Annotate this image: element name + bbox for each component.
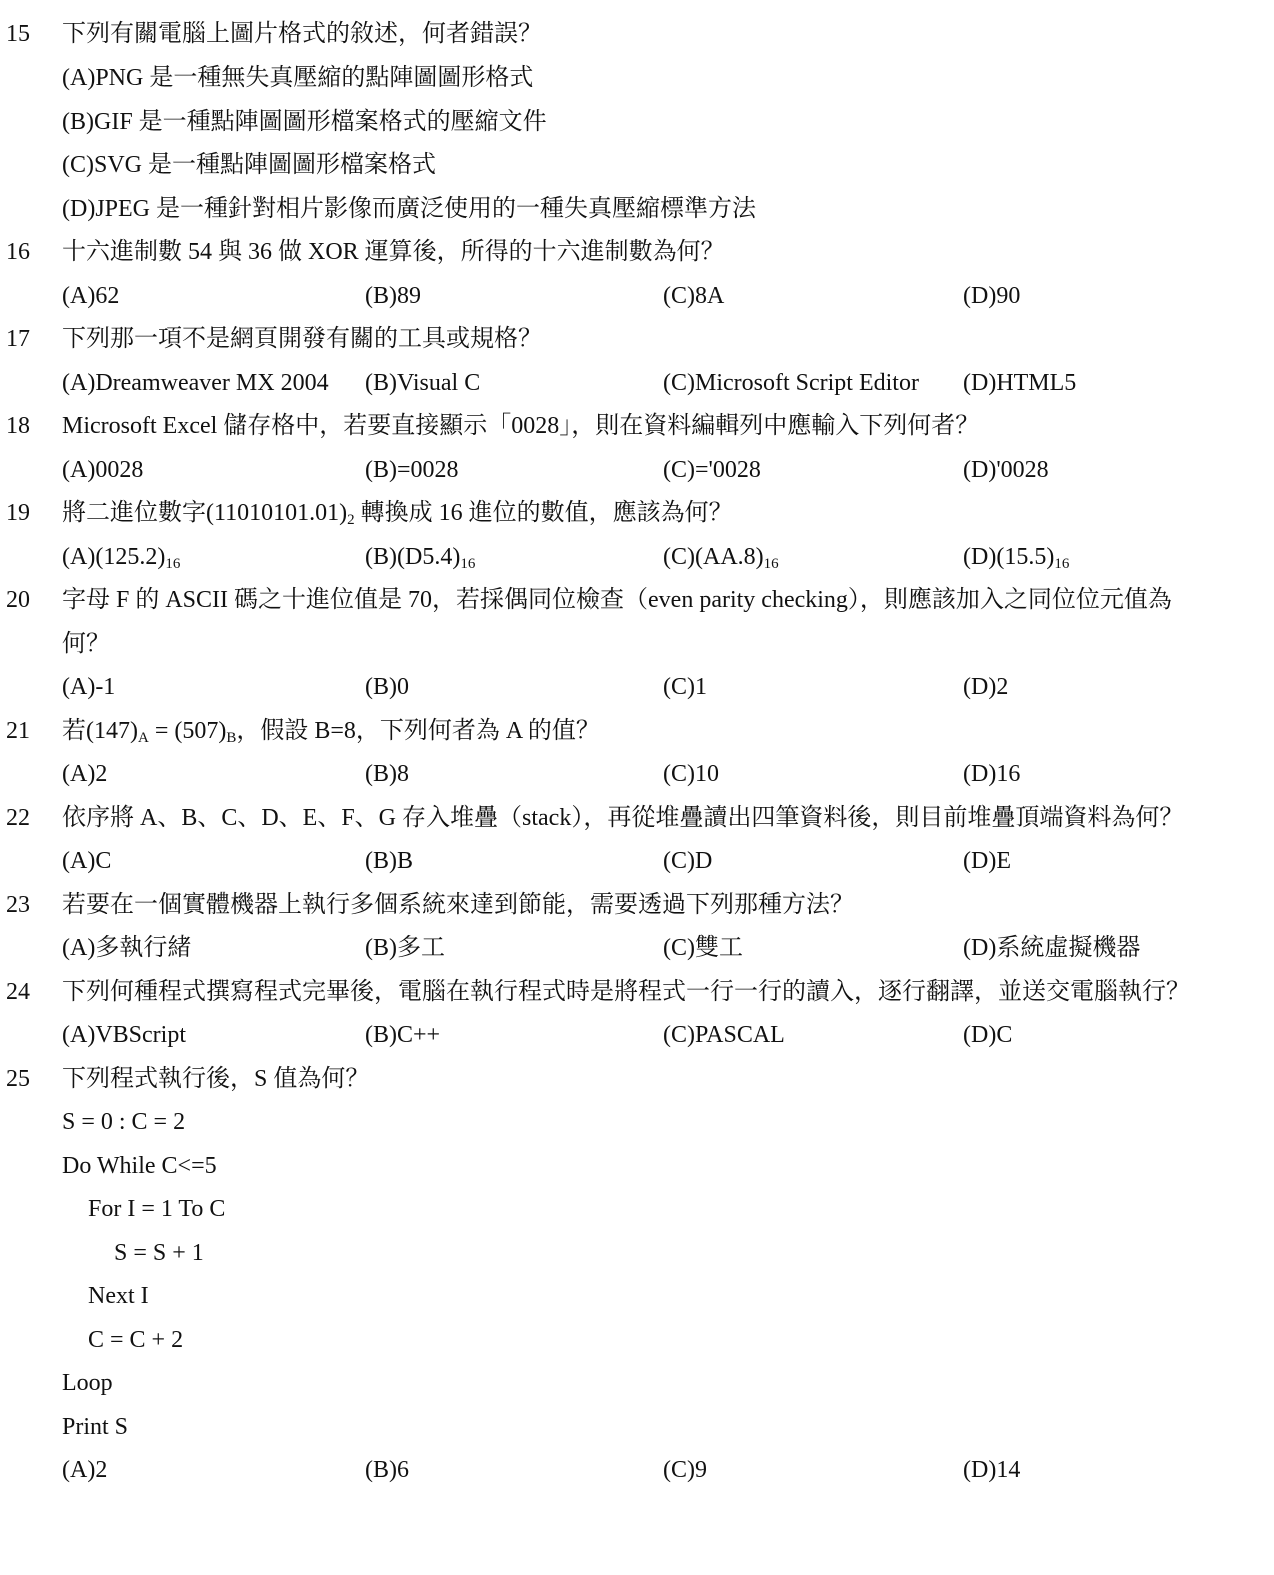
question-number: 24 bbox=[6, 979, 30, 1005]
question-24 bbox=[0, 970, 1274, 1014]
option-c: (C)Microsoft Script Editor bbox=[663, 370, 919, 396]
option-text: (AA.8) bbox=[695, 544, 764, 570]
option-c: (C)雙工 bbox=[663, 935, 743, 961]
option-d: (D)16 bbox=[963, 761, 1021, 787]
option-text: (125.2) bbox=[95, 544, 166, 570]
question-number: 16 bbox=[6, 239, 30, 265]
subscript: 16 bbox=[763, 556, 779, 572]
question-stem: 下列那一項不是網頁開發有關的工具或規格？ bbox=[62, 326, 542, 352]
option-a: (A)0028 bbox=[62, 457, 144, 483]
option-a: (A)C bbox=[62, 848, 112, 874]
option-line-a: (A)PNG 是一種無失真壓縮的點陣圖圖形格式 bbox=[62, 65, 534, 91]
question-stem: 下列程式執行後，S 值為何？ bbox=[62, 1066, 370, 1092]
option-b: (B)C++ bbox=[365, 1022, 441, 1048]
option-d: (D)90 bbox=[963, 283, 1021, 309]
option-d bbox=[963, 535, 1069, 579]
question-number: 19 bbox=[6, 500, 30, 526]
option-b: (B)B bbox=[365, 848, 413, 874]
question-22 bbox=[0, 796, 1274, 840]
question-stem: 下列何種程式撰寫程式完畢後，電腦在執行程式時是將程式一行一行的讀入，逐行翻譯，並送交電腦執行？ bbox=[62, 979, 1190, 1005]
option-text: (D5.4) bbox=[397, 544, 461, 570]
question-20 bbox=[0, 578, 1274, 622]
subscript: 16 bbox=[165, 556, 181, 572]
option-a: (A)VBScript bbox=[62, 1022, 186, 1048]
option-b: (B)89 bbox=[365, 283, 421, 309]
stem-text: 若(147) bbox=[62, 718, 138, 744]
code-line: S = S + 1 bbox=[114, 1240, 204, 1266]
subscript: 2 bbox=[347, 512, 355, 528]
subscript: A bbox=[137, 730, 149, 746]
code-line: Print S bbox=[62, 1414, 129, 1440]
code-line: S = 0 : C = 2 bbox=[62, 1109, 186, 1135]
option-a: (A)62 bbox=[62, 283, 120, 309]
question-stem: 字母 F 的 ASCII 碼之十進位值是 70，若採偶同位檢查（even parity checking），則應該加入之同位位元值為 bbox=[62, 587, 1172, 613]
option-d: (D)14 bbox=[963, 1457, 1021, 1483]
code-line: Do While C<=5 bbox=[62, 1153, 217, 1179]
question-stem: 十六進制數 54 與 36 做 XOR 運算後，所得的十六進制數為何？ bbox=[62, 239, 725, 265]
option-b bbox=[365, 535, 475, 579]
stem-text: ，假設 B=8，下列何者為 A 的值？ bbox=[236, 718, 600, 744]
code-line: Next I bbox=[88, 1283, 149, 1309]
stem-text: 轉換成 16 進位的數值，應該為何？ bbox=[354, 500, 733, 526]
question-number: 17 bbox=[6, 326, 30, 352]
question-number: 18 bbox=[6, 413, 30, 439]
option-b: (B)8 bbox=[365, 761, 409, 787]
option-label: (A) bbox=[62, 544, 96, 570]
option-a: (A)2 bbox=[62, 1457, 108, 1483]
option-label: (B) bbox=[365, 544, 397, 570]
question-17 bbox=[0, 317, 1274, 361]
question-number: 15 bbox=[6, 21, 30, 47]
question-25 bbox=[0, 1057, 1274, 1101]
question-stem: 若要在一個實體機器上執行多個系統來達到節能，需要透過下列那種方法？ bbox=[62, 892, 854, 918]
code-line: For I = 1 To C bbox=[88, 1196, 226, 1222]
option-c: (C)8A bbox=[663, 283, 725, 309]
option-c: (C)PASCAL bbox=[663, 1022, 785, 1048]
option-line-c: (C)SVG 是一種點陣圖圖形檔案格式 bbox=[62, 152, 437, 178]
code-line: Loop bbox=[62, 1370, 113, 1396]
option-d: (D)HTML5 bbox=[963, 370, 1077, 396]
option-label: (D) bbox=[963, 544, 997, 570]
option-c: (C)9 bbox=[663, 1457, 707, 1483]
question-23 bbox=[0, 883, 1274, 927]
question-stem: Microsoft Excel 儲存格中，若要直接顯示「0028」，則在資料編輯列中應輸入下列何者？ bbox=[62, 413, 980, 439]
option-b: (B)多工 bbox=[365, 935, 445, 961]
option-d: (D)C bbox=[963, 1022, 1013, 1048]
option-a: (A)Dreamweaver MX 2004 bbox=[62, 370, 329, 396]
stem-text: 將二進位數字(11010101.01) bbox=[62, 500, 348, 526]
question-number: 20 bbox=[6, 587, 30, 613]
option-a: (A)2 bbox=[62, 761, 108, 787]
subscript: 16 bbox=[1054, 556, 1070, 572]
question-stem bbox=[62, 709, 600, 760]
question-19 bbox=[0, 491, 1274, 535]
option-label: (C) bbox=[663, 544, 695, 570]
question-16 bbox=[0, 230, 1274, 274]
option-a bbox=[62, 535, 180, 579]
option-a: (A)多執行緒 bbox=[62, 935, 192, 961]
option-d: (D)E bbox=[963, 848, 1011, 874]
question-stem: 依序將 A、B、C、D、E、F、G 存入堆疊（stack），再從堆疊讀出四筆資料後，則目前堆疊頂端資料為何？ bbox=[62, 805, 1184, 831]
option-c: (C)10 bbox=[663, 761, 719, 787]
stem-text: = (507) bbox=[148, 718, 227, 744]
option-line-d: (D)JPEG 是一種針對相片影像而廣泛使用的一種失真壓縮標準方法 bbox=[62, 196, 756, 222]
question-15 bbox=[0, 12, 1274, 56]
option-b: (B)Visual C bbox=[365, 370, 481, 396]
option-b: (B)0 bbox=[365, 674, 409, 700]
question-stem: 下列有關電腦上圖片格式的敘述，何者錯誤？ bbox=[62, 21, 542, 47]
subscript: 16 bbox=[460, 556, 476, 572]
option-line-b: (B)GIF 是一種點陣圖圖形檔案格式的壓縮文件 bbox=[62, 109, 547, 135]
subscript: B bbox=[226, 730, 237, 746]
option-c: (C)1 bbox=[663, 674, 707, 700]
question-number: 23 bbox=[6, 892, 30, 918]
option-text: (15.5) bbox=[996, 544, 1055, 570]
question-18 bbox=[0, 404, 1274, 448]
question-number: 22 bbox=[6, 805, 30, 831]
question-21 bbox=[0, 709, 1274, 753]
question-number: 21 bbox=[6, 718, 30, 744]
option-c: (C)D bbox=[663, 848, 713, 874]
option-d: (D)系統虛擬機器 bbox=[963, 935, 1141, 961]
option-d: (D)'0028 bbox=[963, 457, 1049, 483]
option-a: (A)-1 bbox=[62, 674, 116, 700]
option-b: (B)=0028 bbox=[365, 457, 459, 483]
option-d: (D)2 bbox=[963, 674, 1009, 700]
code-line: C = C + 2 bbox=[88, 1327, 184, 1353]
question-stem-continued: 何？ bbox=[62, 631, 110, 657]
option-b: (B)6 bbox=[365, 1457, 409, 1483]
option-c bbox=[663, 535, 779, 579]
option-c: (C)='0028 bbox=[663, 457, 761, 483]
question-number: 25 bbox=[6, 1066, 30, 1092]
